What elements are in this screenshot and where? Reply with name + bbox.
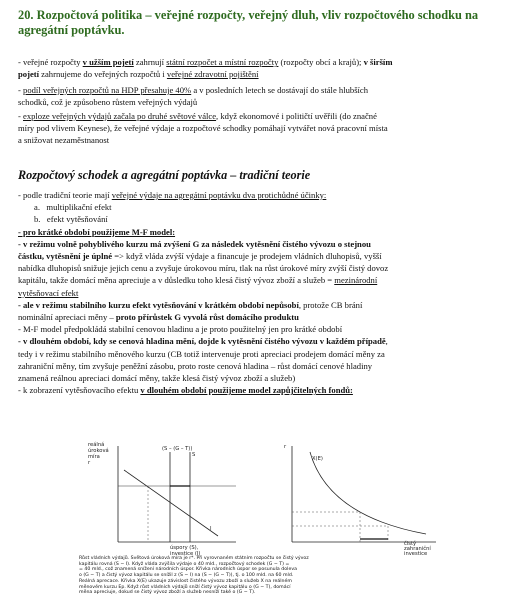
curve-label: X(E) bbox=[312, 456, 323, 462]
caption-line: Reálná aprecace. Křivka X(E) ukazuje závislost čistého vývozu zboží a služeb X na reálném bbox=[79, 578, 292, 584]
y-label-1: reálná bbox=[88, 442, 105, 448]
net-exports-figure bbox=[276, 438, 446, 556]
text-run: v širším bbox=[363, 57, 393, 67]
text-run: schodků, což je způsobeno růstem veřejných výdajů bbox=[18, 97, 198, 108]
text-run: => když vláda zvýší výdaje a financuje je prodejem vládních dluhopisů, vyšší bbox=[112, 251, 382, 262]
text-run: nominální apreciaci měny – bbox=[18, 312, 116, 323]
list-marker: a. bbox=[34, 202, 40, 213]
text-run: - v režimu volně pohyblivého kurzu má zvýšení G za následek vytěsnění čistého vývozu o stejnou bbox=[18, 238, 371, 249]
text-run: exploze veřejných výdajů začala po druhé světové válce bbox=[23, 111, 217, 121]
text-run: - bbox=[18, 111, 24, 121]
page-title bbox=[18, 8, 506, 38]
list-item: multiplikační efekt bbox=[46, 202, 112, 213]
text-run: zahrnují bbox=[133, 57, 167, 67]
x-label-2: investice (I) bbox=[170, 551, 201, 556]
title-line-2: agregátní poptávku. bbox=[18, 23, 125, 37]
loanable-funds-svg bbox=[86, 438, 256, 556]
text-run: veřejné výdaje na agregátní poptávku dva protichůdné účinky: bbox=[111, 190, 327, 200]
curve-sgt-label: (S – (G – T)) bbox=[162, 446, 193, 452]
figure-caption bbox=[79, 556, 431, 596]
text-run: veřejné zdravotní pojištění bbox=[166, 69, 259, 80]
text-run: - pro krátké období použijeme M-F model: bbox=[18, 226, 176, 237]
x-label-1: čistý bbox=[404, 541, 417, 547]
caption-line: Růst vládních výdajů. Světová úroková míra je r*. Při vyrovnaném státním rozpočtu se čistý vývoz bbox=[79, 556, 309, 561]
paragraph-spending-explosion bbox=[18, 110, 504, 147]
text-run: proto přírůstek G vyvolá růst domácího produktu bbox=[115, 312, 299, 323]
text-run: mezinárodní bbox=[334, 275, 378, 286]
x-label-3: investice bbox=[404, 551, 428, 556]
text-run: zahraniční měny, tím zvyšuje peněžní zásobu, proto roste cenová hladina – růst domácí cenové hladiny bbox=[18, 360, 373, 371]
text-run: , protože CB brání bbox=[298, 299, 363, 310]
y-label: r bbox=[284, 444, 287, 450]
loanable-funds-figure bbox=[86, 438, 256, 556]
caption-line: měna apreciuje, dokud se čistý vývoz zboží a služeb nesníží také o (G − T). bbox=[79, 590, 256, 596]
text-run: (rozpočty obcí a krajů); bbox=[278, 57, 364, 67]
net-exports-curve bbox=[310, 452, 426, 534]
figures bbox=[86, 438, 446, 556]
caption-line: = 40 mld., což znamená snížení národních úspor. Křivka národních úspor se posunula doleva bbox=[79, 567, 297, 573]
paragraph-traditional-theory bbox=[18, 189, 504, 396]
y-label-3: míra bbox=[88, 454, 100, 460]
text-run: nabídka dluhopisů snižuje jejich cenu a zvyšuje úrokovou míru, tlak na růst úrokové míry zvýší čistý dovoz bbox=[18, 263, 389, 274]
text-run: částku, vytěsnění je úplné bbox=[18, 251, 113, 262]
text-run: zahrnujeme do veřejných rozpočtů i bbox=[39, 69, 167, 80]
list-marker: b. bbox=[34, 214, 41, 225]
text-run: podíl veřejných rozpočtů na HDP přesahuje 40% bbox=[23, 85, 192, 95]
x-label-1: úspory (S), bbox=[170, 545, 199, 551]
text-run: , bbox=[385, 336, 388, 347]
text-run: - v dlouhém období, kdy se cenová hladina mění, dojde k vytěsnění čistého vývozu v každém případě bbox=[18, 336, 386, 347]
caption-line: kapitálu rovná (S − I). Když vláda zvýšila výdaje o 40 mld., rozpočtový schodek (G − T) = bbox=[79, 561, 290, 567]
text-run: - ale v režimu stabilního kurzu efekt vytěsňování v krátkém období nepůsobí bbox=[18, 299, 299, 310]
text-run: míry pod vlivem Keynese), že veřejné výdaje a rozpočtové schodky pomáhají vytvářet nová pracovní místa bbox=[18, 123, 388, 134]
text-run: a v posledních letech se dostávají do stále hlubších bbox=[191, 85, 369, 95]
caption-line: o (G − T) a čistý vývoz kapitálu se snížil z (S − I) na (S − (G − T)), tj. o 100 mld. na 60 mld. bbox=[79, 573, 294, 579]
text-run: - podle tradiční teorie mají bbox=[18, 190, 112, 200]
text-run: pojetí bbox=[18, 69, 40, 80]
section-heading: Rozpočtový schodek a agregátní poptávka – tradiční teorie bbox=[18, 168, 311, 182]
text-run: - k zobrazení vytěsňovacího efektu bbox=[18, 385, 141, 396]
curve-s-label: S bbox=[192, 452, 196, 458]
text-run: tedy i v režimu stabilního měnového kurzu (CB totiž intervenuje proti apreciaci prodejem domácí měny za bbox=[18, 348, 385, 359]
paragraph-gdp-share: - podíl veřejných rozpočtů na HDP přesahuje 40% a v posledních letech se dostávají do stále hlubších schodků, což je způsobeno růstem veřejných výdajů bbox=[18, 85, 369, 108]
text-run: kapitálu, takže domácí měna apreciuje a v důsledku toho klesá čistý vývoz zboží a služeb = bbox=[18, 275, 335, 286]
title-line-1: 20. Rozpočtová politika – veřejné rozpočty, veřejný dluh, vliv rozpočtového schodku na bbox=[18, 8, 479, 22]
text-run: - veřejné rozpočty bbox=[18, 57, 83, 67]
paragraph-public-budgets bbox=[18, 56, 504, 80]
text-run: - M-F model předpokládá stabilní cenovou hladinu a je proto použitelný jen pro krátké období bbox=[18, 324, 343, 335]
curve-i-label: I bbox=[210, 526, 212, 532]
text-run: v užším pojetí bbox=[82, 57, 134, 67]
text-run: , když ekonomové i političtí uvěřili (do značné bbox=[216, 111, 377, 121]
x-label-2: zahraniční bbox=[404, 546, 431, 552]
text-run: a snižovat nezaměstnanost bbox=[18, 135, 110, 146]
y-label-4: r bbox=[88, 460, 91, 466]
text-run: vytěsňovací efekt bbox=[18, 287, 79, 298]
investment-curve bbox=[124, 470, 218, 536]
caption-line: měnovém kurzu Ep. Když růst vládních výdajů sníží čistý vývoz kapitálu o (G − T), domácí bbox=[79, 584, 291, 590]
text-run: státní rozpočet a místní rozpočty bbox=[166, 57, 279, 67]
net-exports-svg bbox=[276, 438, 446, 556]
list-item: efekt vytěsňování bbox=[46, 214, 108, 225]
y-label-2: úroková bbox=[88, 448, 109, 454]
text-run: znamená reálnou apreciaci domácí měny, takže klesá čistý vývoz zboží a služeb) bbox=[18, 373, 296, 384]
text-run: v dlouhém období použijeme model zapůjčitelných fondů: bbox=[140, 385, 353, 396]
